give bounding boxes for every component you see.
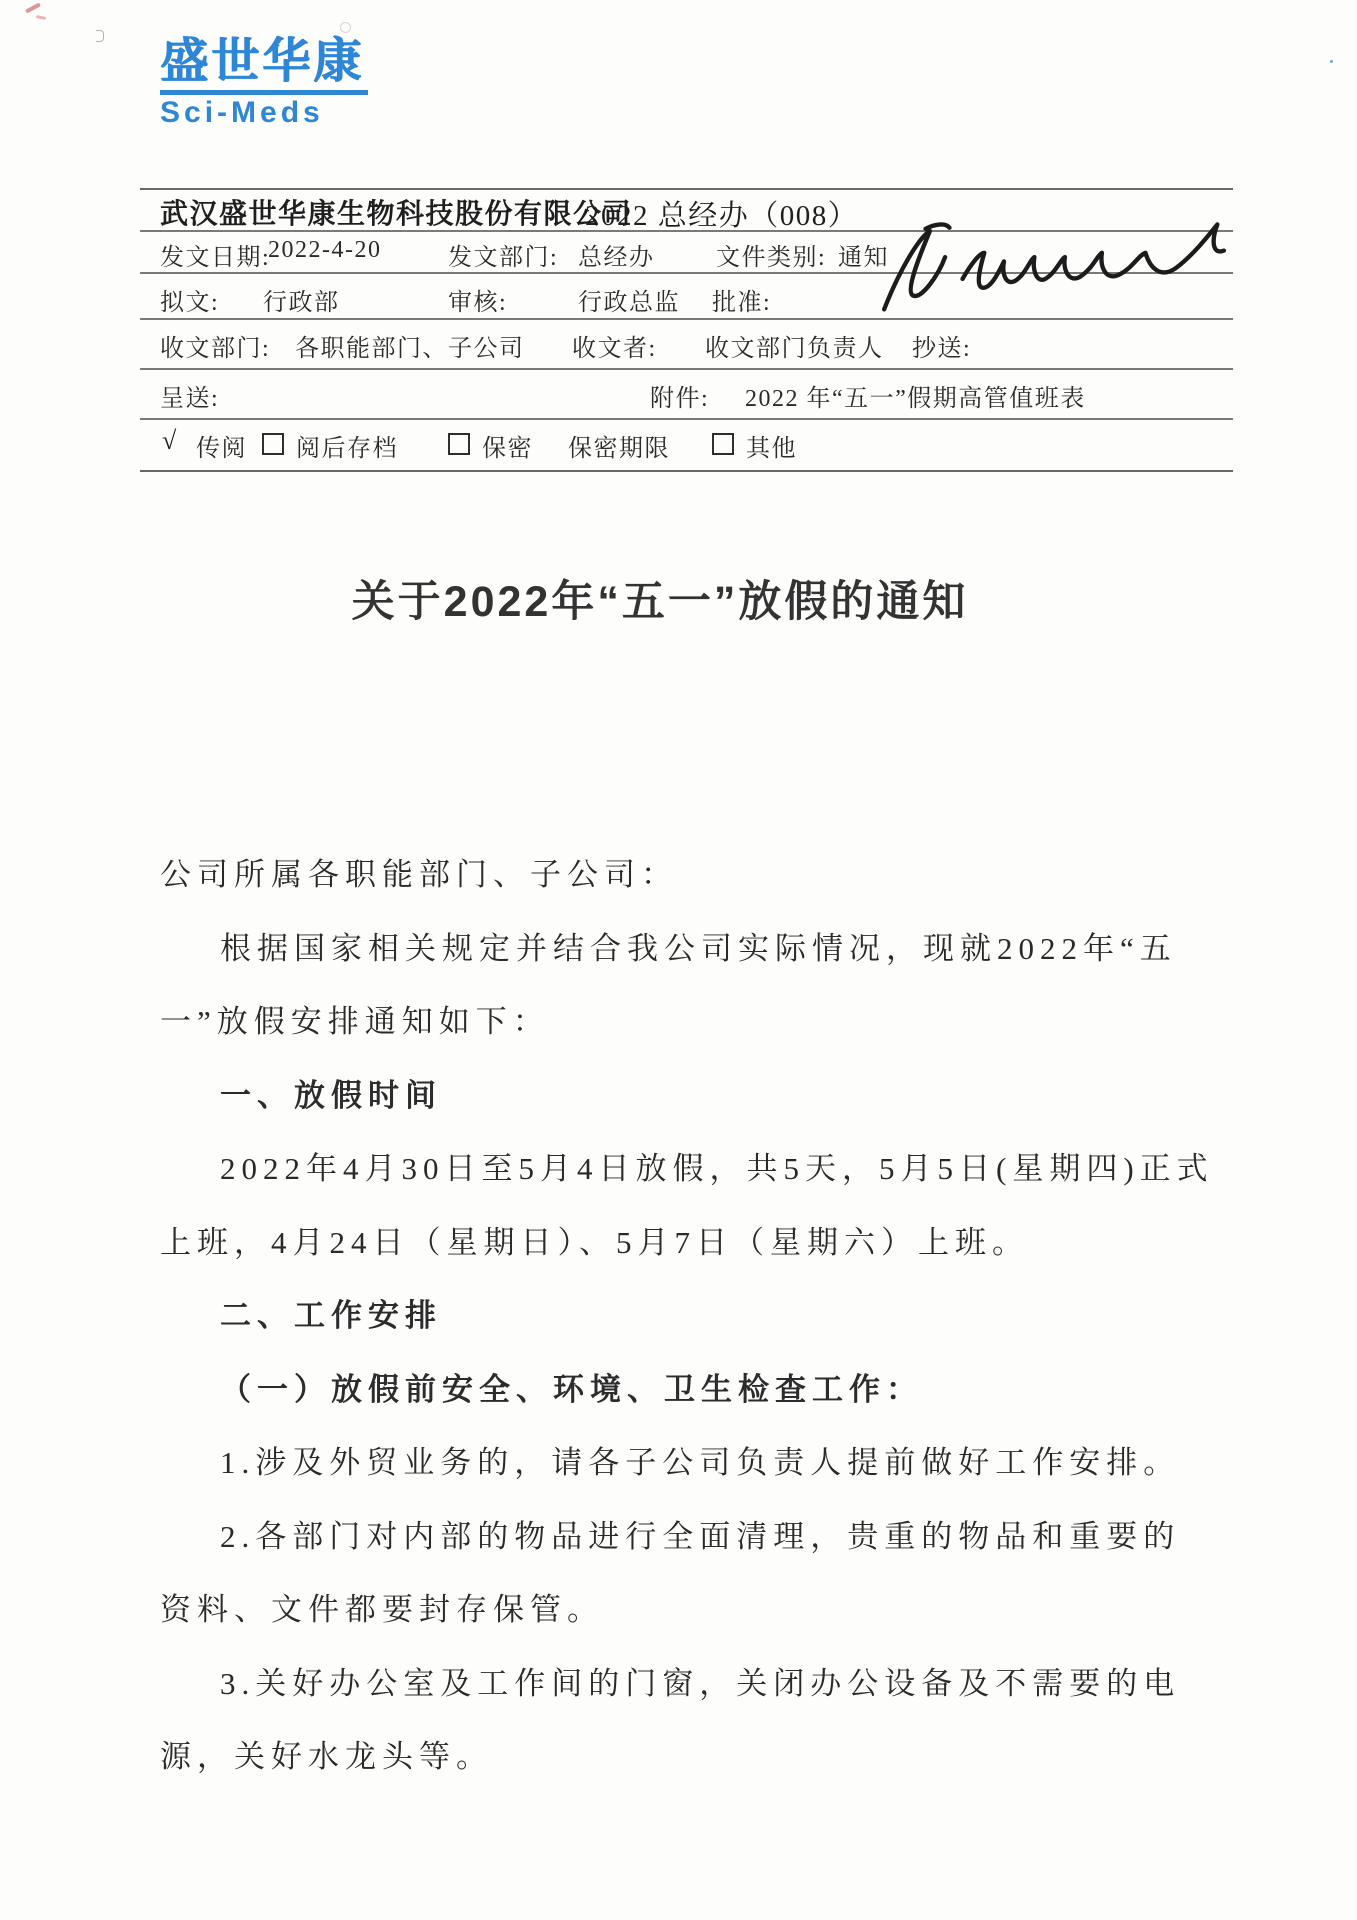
divider [140,188,1233,190]
company-logo [160,36,368,130]
check-secret-label: 保密 [482,436,533,462]
checkmark-icon: √ [162,426,178,455]
recv-dept-label: 收文部门: [160,336,271,362]
approve-label: 批准: [712,290,772,316]
attachment-value: 2022 年“五一”假期高管值班表 [745,386,1086,412]
draft-value: 行政部 [263,290,340,316]
body-line: 2022年4月30日至5月4日放假，共5天，5月5日(星期四)正式 [220,1151,1214,1186]
doc-number: 2022 总经办（008） [585,200,859,232]
checkbox-icon [712,433,734,455]
document-body [160,838,1220,1794]
check-circulate-label: 传阅 [196,436,247,462]
company-name: 武汉盛世华康生物科技股份有限公司 [160,199,633,230]
check-archive-label: 阅后存档 [296,436,398,462]
doc-type-value: 通知 [838,245,889,271]
review-value: 行政总监 [578,290,680,316]
doc-type-label: 文件类别: [716,245,827,271]
attachment-label: 附件: [650,386,710,412]
body-line: 公司所属各职能部门、子公司： [160,857,678,892]
recv-dept-value: 各职能部门、子公司 [295,336,525,362]
cc-label: 抄送: [912,336,972,362]
scan-artifact [96,30,104,42]
approval-signature [858,222,1250,326]
scan-artifact-red-mark [25,2,41,13]
body-line: 源，关好水龙头等。 [160,1739,493,1774]
body-line: 2.各部门对内部的物品进行全面清理，贵重的物品和重要的 [220,1518,1181,1554]
checkbox-icon [262,433,284,455]
logo-underline [160,90,368,95]
checkbox-icon [448,433,470,455]
receiver-label: 收文者: [572,336,657,362]
issue-date-label: 发文日期: [160,245,271,271]
body-heading: 二、工作安排 [220,1298,442,1333]
body-subheading: （一）放假前安全、环境、卫生检查工作： [220,1371,923,1407]
body-line: 上班，4月24日（星期日）、5月7日（星期六）上班。 [160,1224,1029,1260]
submit-label: 呈送: [160,386,220,412]
scan-artifact-red-mark [36,15,46,20]
review-label: 审核: [448,290,508,316]
meta-row-3 [0,328,1357,372]
meta-row-4 [0,378,1357,422]
receiver-value: 收文部门负责人 [705,336,884,362]
issue-date-value: 2022-4-20 [268,237,382,263]
check-secret-term-label: 保密期限 [568,436,670,462]
body-line: 3.关好办公室及工作间的门窗，关闭办公设备及不需要的电 [220,1665,1181,1701]
body-line: 根据国家相关规定并结合我公司实际情况，现就2022年“五 [220,930,1177,966]
body-line: 一”放假安排通知如下： [160,1004,550,1039]
issue-dept-value: 总经办 [578,245,655,271]
draft-label: 拟文: [160,290,220,316]
scan-artifact [340,22,351,33]
scan-artifact [1330,60,1333,63]
issue-dept-label: 发文部门: [448,245,559,271]
logo-chinese-text: 盛世华康 [160,35,365,88]
logo-english-text: Sci-Meds [160,96,324,129]
body-line: 资料、文件都要封存保管。 [160,1592,604,1627]
check-other-label: 其他 [746,436,797,462]
body-heading: 一、放假时间 [220,1077,442,1113]
meta-row-checks [0,428,1357,472]
body-line: 1.涉及外贸业务的，请各子公司负责人提前做好工作安排。 [220,1445,1181,1480]
document-title: 关于2022年“五一”放假的通知 [351,578,969,626]
